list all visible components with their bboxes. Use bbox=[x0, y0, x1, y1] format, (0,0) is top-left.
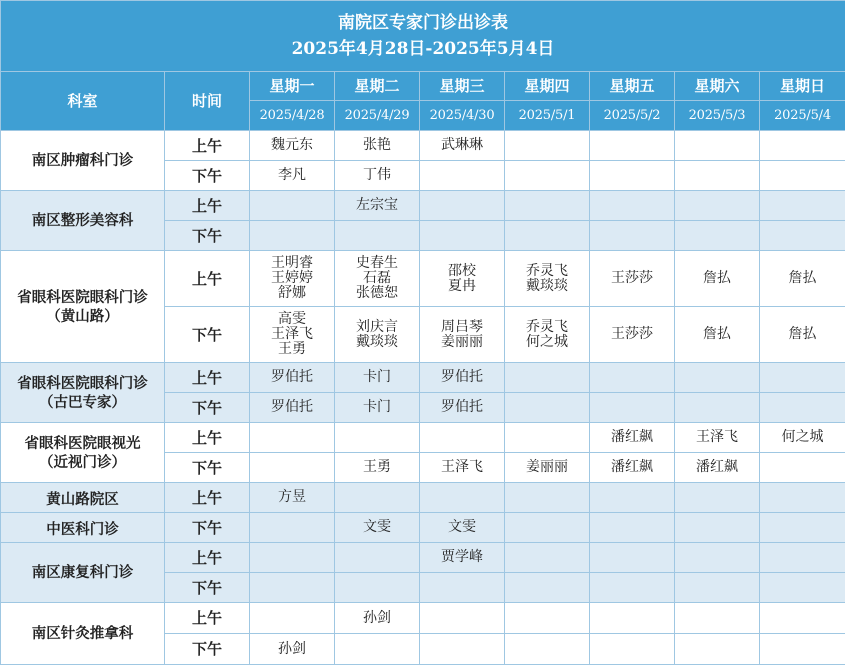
period-morning: 上午 bbox=[165, 191, 250, 221]
schedule-cell bbox=[590, 251, 675, 307]
schedule-cell bbox=[590, 393, 675, 423]
doctor-name: 姜丽丽 bbox=[420, 335, 504, 350]
schedule-cell bbox=[250, 513, 335, 543]
schedule-cell bbox=[590, 453, 675, 483]
schedule-cell bbox=[420, 634, 505, 665]
doctor-name: 魏元东 bbox=[250, 138, 334, 153]
title-line-2: 2025年4月28日-2025年5月4日 bbox=[1, 36, 845, 62]
schedule-cell bbox=[590, 161, 675, 191]
doctor-name: 卡门 bbox=[335, 400, 419, 415]
schedule-cell bbox=[590, 423, 675, 453]
schedule-cell bbox=[675, 483, 760, 513]
period-afternoon: 下午 bbox=[165, 307, 250, 363]
schedule-cell bbox=[590, 543, 675, 573]
schedule-cell bbox=[335, 573, 420, 603]
schedule-cell bbox=[675, 634, 760, 665]
schedule-cell bbox=[335, 251, 420, 307]
schedule-cell bbox=[590, 603, 675, 634]
doctor-name: 詹払 bbox=[760, 271, 845, 286]
schedule-cell bbox=[335, 603, 420, 634]
schedule-row bbox=[1, 363, 845, 393]
doctor-name: 詹払 bbox=[760, 327, 845, 342]
schedule-cell bbox=[760, 603, 845, 634]
schedule-cell bbox=[760, 221, 845, 251]
period-morning: 上午 bbox=[165, 363, 250, 393]
schedule-cell bbox=[420, 363, 505, 393]
schedule-cell bbox=[505, 221, 590, 251]
schedule-cell bbox=[760, 191, 845, 221]
period-afternoon: 下午 bbox=[165, 453, 250, 483]
schedule-cell bbox=[420, 423, 505, 453]
schedule-cell bbox=[760, 363, 845, 393]
schedule-cell bbox=[420, 131, 505, 161]
department-cell bbox=[1, 543, 165, 603]
weekday-header: 星期五 bbox=[590, 72, 675, 101]
schedule-cell bbox=[420, 603, 505, 634]
doctor-name: 邵校 bbox=[420, 264, 504, 279]
department-name: （黄山路） bbox=[1, 307, 164, 326]
date-header: 2025/5/1 bbox=[505, 101, 590, 131]
schedule-cell bbox=[675, 251, 760, 307]
department-name: （古巴专家） bbox=[1, 393, 164, 412]
doctor-name: 潘红飙 bbox=[675, 460, 759, 475]
page-title bbox=[1, 1, 845, 72]
department-cell bbox=[1, 131, 165, 191]
schedule-cell bbox=[760, 307, 845, 363]
doctor-name: 何之城 bbox=[505, 335, 589, 350]
schedule-cell bbox=[760, 634, 845, 665]
doctor-name: 卡门 bbox=[335, 370, 419, 385]
department-cell bbox=[1, 251, 165, 363]
doctor-name: 乔灵飞 bbox=[505, 320, 589, 335]
weekday-header: 星期四 bbox=[505, 72, 590, 101]
schedule-cell bbox=[250, 221, 335, 251]
schedule-cell bbox=[760, 453, 845, 483]
schedule-row bbox=[1, 603, 845, 634]
period-afternoon: 下午 bbox=[165, 513, 250, 543]
schedule-cell bbox=[420, 483, 505, 513]
period-afternoon: 下午 bbox=[165, 221, 250, 251]
doctor-name: 王莎莎 bbox=[590, 327, 674, 342]
doctor-name: 李凡 bbox=[250, 168, 334, 183]
schedule-cell bbox=[505, 543, 590, 573]
schedule-cell bbox=[675, 307, 760, 363]
schedule-row bbox=[1, 483, 845, 513]
period-morning: 上午 bbox=[165, 423, 250, 453]
doctor-name: 詹払 bbox=[675, 327, 759, 342]
department-name: 省眼科医院眼科门诊 bbox=[1, 374, 164, 393]
doctor-name: 周吕琴 bbox=[420, 320, 504, 335]
period-morning: 上午 bbox=[165, 603, 250, 634]
period-morning: 上午 bbox=[165, 131, 250, 161]
schedule-row bbox=[1, 251, 845, 307]
doctor-name: 王勇 bbox=[335, 460, 419, 475]
weekday-header: 星期二 bbox=[335, 72, 420, 101]
department-name: 南区肿瘤科门诊 bbox=[1, 151, 164, 170]
schedule-cell bbox=[505, 453, 590, 483]
department-name: 中医科门诊 bbox=[1, 520, 164, 536]
schedule-cell bbox=[590, 221, 675, 251]
doctor-name: 罗伯托 bbox=[420, 370, 504, 385]
schedule-cell bbox=[675, 603, 760, 634]
schedule-cell bbox=[590, 634, 675, 665]
doctor-name: 戴琰琰 bbox=[335, 335, 419, 350]
doctor-name: 罗伯托 bbox=[250, 400, 334, 415]
schedule-cell bbox=[590, 131, 675, 161]
schedule-cell bbox=[760, 573, 845, 603]
schedule-cell bbox=[675, 543, 760, 573]
schedule-cell bbox=[505, 251, 590, 307]
date-header: 2025/5/3 bbox=[675, 101, 760, 131]
department-cell bbox=[1, 483, 165, 513]
schedule-cell bbox=[250, 363, 335, 393]
doctor-name: 王泽飞 bbox=[420, 460, 504, 475]
schedule-cell bbox=[505, 483, 590, 513]
schedule-cell bbox=[420, 393, 505, 423]
schedule-cell bbox=[335, 513, 420, 543]
department-cell bbox=[1, 513, 165, 543]
schedule-cell bbox=[760, 513, 845, 543]
schedule-cell bbox=[760, 251, 845, 307]
schedule-cell bbox=[675, 513, 760, 543]
schedule-cell bbox=[250, 161, 335, 191]
schedule-cell bbox=[675, 221, 760, 251]
schedule-cell bbox=[505, 307, 590, 363]
schedule-cell bbox=[420, 543, 505, 573]
doctor-name: 姜丽丽 bbox=[505, 460, 589, 475]
doctor-name: 贾学峰 bbox=[420, 550, 504, 565]
doctor-name: 罗伯托 bbox=[250, 370, 334, 385]
doctor-name: 刘庆言 bbox=[335, 320, 419, 335]
doctor-name: 孙剑 bbox=[250, 642, 334, 657]
doctor-name: 舒娜 bbox=[250, 286, 334, 301]
period-morning: 上午 bbox=[165, 543, 250, 573]
doctor-name: 王婷婷 bbox=[250, 271, 334, 286]
schedule-cell bbox=[505, 634, 590, 665]
department-cell bbox=[1, 191, 165, 251]
department-cell bbox=[1, 423, 165, 483]
doctor-name: 孙剑 bbox=[335, 611, 419, 626]
weekday-header: 星期日 bbox=[760, 72, 845, 101]
doctor-name: 王泽飞 bbox=[675, 430, 759, 445]
department-name: 南区针灸推拿科 bbox=[1, 624, 164, 643]
department-name: （近视门诊） bbox=[1, 453, 164, 472]
doctor-name: 文雯 bbox=[420, 520, 504, 535]
schedule-cell bbox=[505, 131, 590, 161]
doctor-name: 夏冉 bbox=[420, 279, 504, 294]
schedule-cell bbox=[420, 513, 505, 543]
schedule-cell bbox=[760, 131, 845, 161]
doctor-name: 张艳 bbox=[335, 138, 419, 153]
schedule-cell bbox=[250, 634, 335, 665]
schedule-cell bbox=[335, 634, 420, 665]
schedule-cell bbox=[335, 543, 420, 573]
schedule-cell bbox=[505, 161, 590, 191]
weekday-header: 星期三 bbox=[420, 72, 505, 101]
schedule-cell bbox=[250, 393, 335, 423]
schedule-cell bbox=[250, 603, 335, 634]
schedule-cell bbox=[675, 393, 760, 423]
schedule-cell bbox=[250, 191, 335, 221]
schedule-cell bbox=[760, 423, 845, 453]
doctor-name: 史春生 bbox=[335, 256, 419, 271]
title-line-1: 南院区专家门诊出诊表 bbox=[1, 10, 845, 36]
schedule-cell bbox=[760, 161, 845, 191]
schedule-cell bbox=[250, 423, 335, 453]
department-cell bbox=[1, 603, 165, 665]
doctor-name: 罗伯托 bbox=[420, 400, 504, 415]
schedule-row bbox=[1, 191, 845, 221]
schedule-cell bbox=[250, 483, 335, 513]
schedule-cell bbox=[505, 363, 590, 393]
doctor-name: 王勇 bbox=[250, 342, 334, 357]
schedule-cell bbox=[505, 573, 590, 603]
schedule-cell bbox=[250, 131, 335, 161]
doctor-name: 王泽飞 bbox=[250, 327, 334, 342]
doctor-name: 文雯 bbox=[335, 520, 419, 535]
schedule-cell bbox=[505, 603, 590, 634]
weekday-header: 星期一 bbox=[250, 72, 335, 101]
doctor-name: 高雯 bbox=[250, 312, 334, 327]
department-cell bbox=[1, 363, 165, 423]
schedule-cell bbox=[420, 307, 505, 363]
schedule-cell bbox=[590, 483, 675, 513]
doctor-name: 何之城 bbox=[760, 430, 845, 445]
doctor-name: 乔灵飞 bbox=[505, 264, 589, 279]
schedule-row bbox=[1, 543, 845, 573]
schedule-cell bbox=[590, 363, 675, 393]
schedule-cell bbox=[505, 191, 590, 221]
schedule-cell bbox=[675, 191, 760, 221]
time-column-header: 时间 bbox=[165, 72, 250, 131]
schedule-cell bbox=[335, 161, 420, 191]
schedule-cell bbox=[590, 513, 675, 543]
doctor-name: 潘红飙 bbox=[590, 460, 674, 475]
schedule-cell bbox=[420, 191, 505, 221]
period-afternoon: 下午 bbox=[165, 161, 250, 191]
doctor-name: 潘红飙 bbox=[590, 430, 674, 445]
doctor-name: 方昱 bbox=[250, 490, 334, 505]
title-row bbox=[1, 1, 845, 72]
schedule-cell bbox=[335, 393, 420, 423]
schedule-cell bbox=[590, 573, 675, 603]
schedule-cell bbox=[760, 393, 845, 423]
schedule-cell bbox=[335, 483, 420, 513]
schedule-cell bbox=[675, 423, 760, 453]
doctor-name: 王明睿 bbox=[250, 256, 334, 271]
schedule-row bbox=[1, 423, 845, 453]
doctor-name: 石磊 bbox=[335, 271, 419, 286]
schedule-cell bbox=[420, 453, 505, 483]
doctor-name: 詹払 bbox=[675, 271, 759, 286]
date-header: 2025/4/29 bbox=[335, 101, 420, 131]
schedule-cell bbox=[505, 393, 590, 423]
schedule-cell bbox=[675, 363, 760, 393]
schedule-cell bbox=[250, 573, 335, 603]
date-header: 2025/5/4 bbox=[760, 101, 845, 131]
doctor-name: 丁伟 bbox=[335, 168, 419, 183]
doctor-name: 武琳琳 bbox=[420, 138, 504, 153]
dept-column-header: 科室 bbox=[1, 72, 165, 131]
weekday-header-row bbox=[1, 72, 845, 101]
period-morning: 上午 bbox=[165, 483, 250, 513]
schedule-row bbox=[1, 513, 845, 543]
schedule-cell bbox=[590, 191, 675, 221]
period-morning: 上午 bbox=[165, 251, 250, 307]
department-name: 南区康复科门诊 bbox=[1, 563, 164, 582]
department-name: 南区整形美容科 bbox=[1, 211, 164, 230]
schedule-cell bbox=[335, 131, 420, 161]
period-afternoon: 下午 bbox=[165, 634, 250, 665]
date-header: 2025/4/30 bbox=[420, 101, 505, 131]
doctor-name: 王莎莎 bbox=[590, 271, 674, 286]
schedule-cell bbox=[420, 161, 505, 191]
period-afternoon: 下午 bbox=[165, 393, 250, 423]
schedule-cell bbox=[420, 251, 505, 307]
schedule-cell bbox=[335, 191, 420, 221]
schedule-cell bbox=[760, 543, 845, 573]
schedule-cell bbox=[590, 307, 675, 363]
schedule-cell bbox=[250, 453, 335, 483]
schedule-cell bbox=[675, 161, 760, 191]
period-afternoon: 下午 bbox=[165, 573, 250, 603]
schedule-cell bbox=[505, 513, 590, 543]
schedule-cell bbox=[335, 423, 420, 453]
schedule-cell bbox=[675, 131, 760, 161]
schedule-cell bbox=[335, 453, 420, 483]
schedule-cell bbox=[675, 453, 760, 483]
doctor-name: 戴琰琰 bbox=[505, 279, 589, 294]
schedule-cell bbox=[505, 423, 590, 453]
weekday-header: 星期六 bbox=[675, 72, 760, 101]
doctor-name: 张德恕 bbox=[335, 286, 419, 301]
schedule-row bbox=[1, 131, 845, 161]
date-header: 2025/4/28 bbox=[250, 101, 335, 131]
department-name: 黄山路院区 bbox=[1, 490, 164, 506]
schedule-cell bbox=[420, 221, 505, 251]
schedule-cell bbox=[335, 221, 420, 251]
schedule-cell bbox=[250, 307, 335, 363]
schedule-cell bbox=[420, 573, 505, 603]
department-name: 省眼科医院眼视光 bbox=[1, 434, 164, 453]
schedule-cell bbox=[675, 573, 760, 603]
department-name: 省眼科医院眼科门诊 bbox=[1, 288, 164, 307]
doctor-name: 左宗宝 bbox=[335, 198, 419, 213]
schedule-cell bbox=[760, 483, 845, 513]
schedule-cell bbox=[250, 543, 335, 573]
schedule-cell bbox=[335, 363, 420, 393]
schedule-cell bbox=[335, 307, 420, 363]
schedule-cell bbox=[250, 251, 335, 307]
date-header: 2025/5/2 bbox=[590, 101, 675, 131]
